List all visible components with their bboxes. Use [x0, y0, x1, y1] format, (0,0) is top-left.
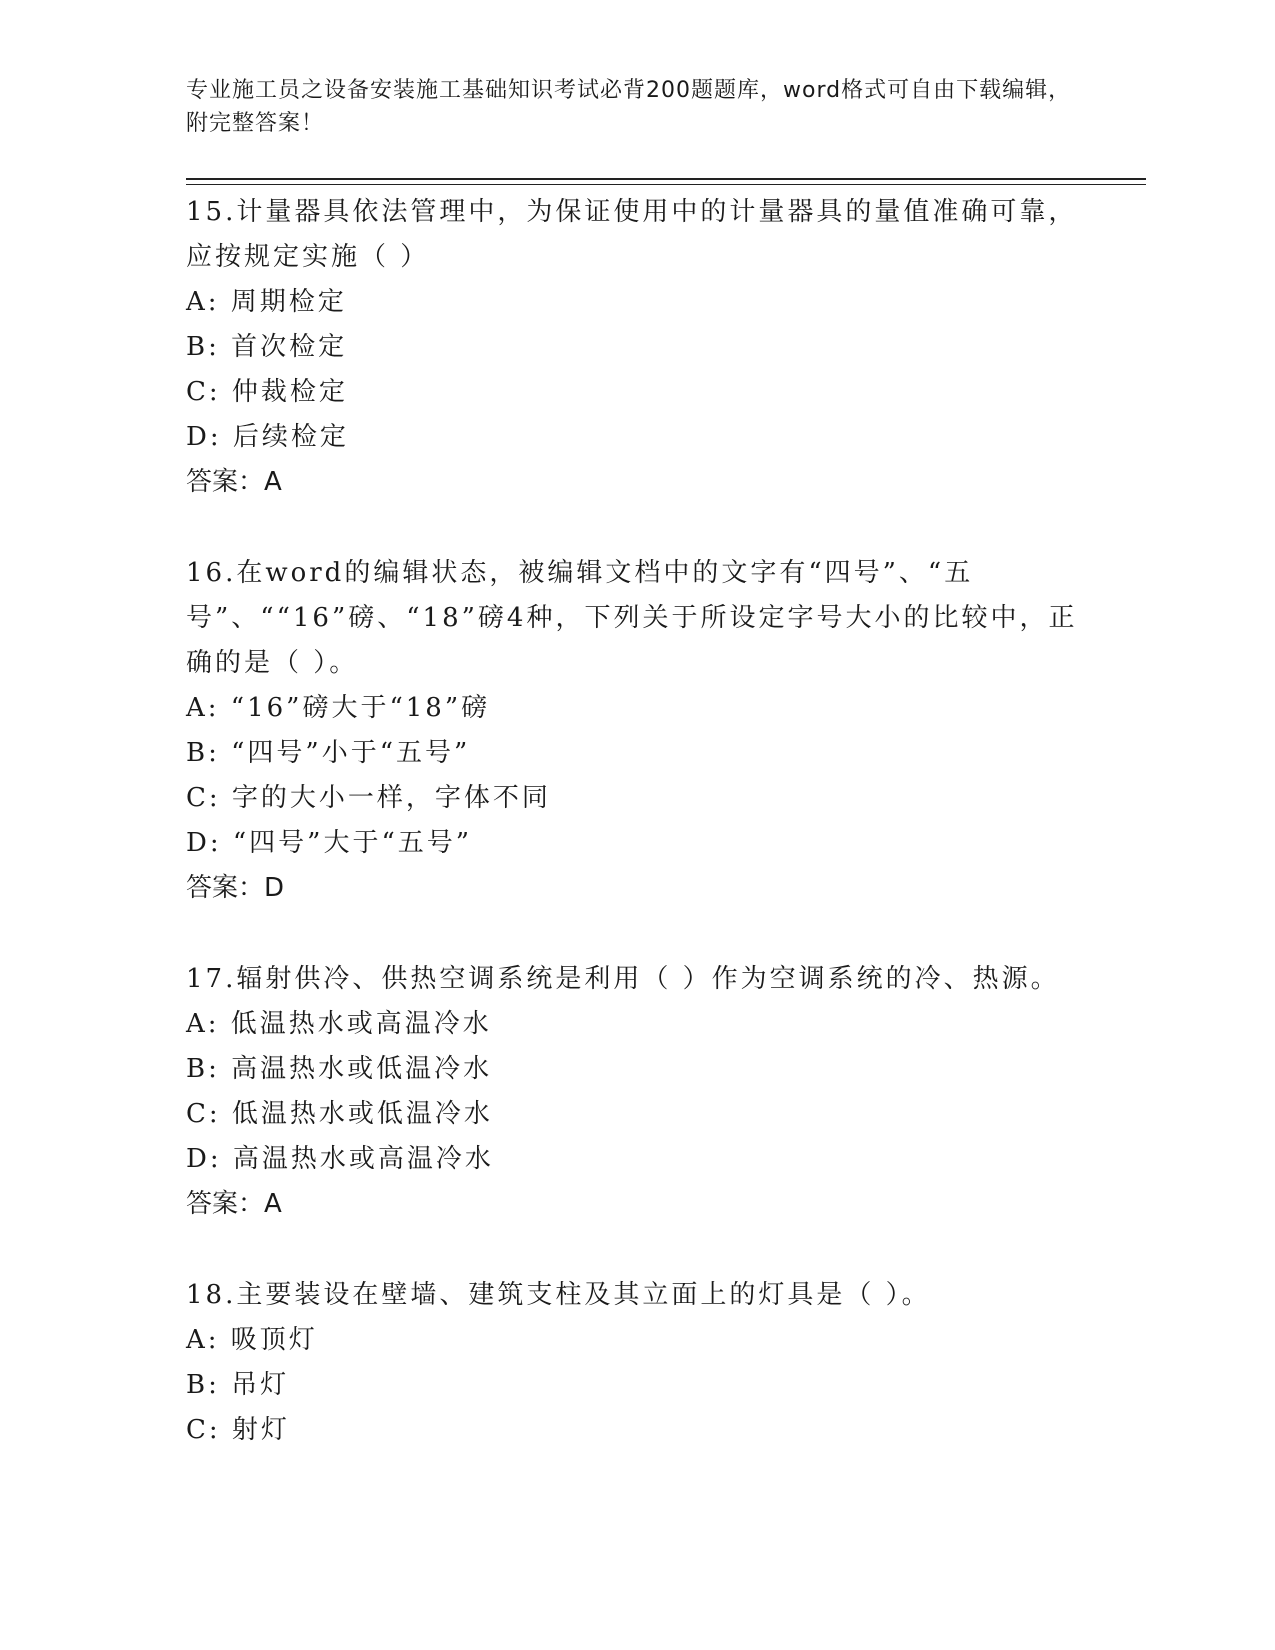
- option-c: C: 低温热水或低温冷水: [186, 1099, 493, 1129]
- document-header: 专业施工员之设备安装施工基础知识考试必背200题题库，word格式可自由下载编辑，附完整答案！: [186, 78, 1072, 136]
- option-a: A: 低温热水或高温冷水: [186, 1009, 492, 1039]
- option-b: B: 首次检定: [186, 332, 348, 362]
- option-b: B: 吊灯: [186, 1370, 290, 1400]
- option-b: B: 高温热水或低温冷水: [186, 1054, 493, 1084]
- question-18: [186, 1273, 1086, 1453]
- question-list: [186, 190, 1086, 1499]
- option-d: D: 后续检定: [186, 422, 349, 452]
- question-16: [186, 551, 1086, 911]
- option-a: A: 周期检定: [186, 287, 347, 317]
- option-a: A: 吸顶灯: [186, 1325, 318, 1355]
- option-d: D: 高温热水或高温冷水: [186, 1144, 494, 1174]
- document-page: [186, 0, 1146, 1650]
- answer: 答案：A: [186, 1189, 282, 1219]
- header-divider-thick: [186, 178, 1146, 180]
- option-c: C: 射灯: [186, 1415, 290, 1445]
- option-a: A: “16”磅大于“18”磅: [186, 693, 491, 723]
- option-b: B: “四号”小于“五号”: [186, 738, 471, 768]
- option-d: D: “四号”大于“五号”: [186, 828, 473, 858]
- question-text: 18.主要装设在壁墙、建筑支柱及其立面上的灯具是（ ）。: [186, 1280, 931, 1310]
- question-text: 16.在word的编辑状态，被编辑文档中的文字有“四号”、“五号”、““16”磅、“18”磅4种，下列关于所设定字号大小的比较中，正确的是（ ）。: [186, 558, 1078, 678]
- option-c: C: 字的大小一样，字体不同: [186, 783, 551, 813]
- question-text: 17.辐射供冷、供热空调系统是利用（ ）作为空调系统的冷、热源。: [186, 964, 1060, 994]
- answer: 答案：A: [186, 467, 282, 497]
- answer: 答案：D: [186, 873, 285, 903]
- option-c: C: 仲裁检定: [186, 377, 348, 407]
- header-divider-thin: [186, 184, 1146, 185]
- question-text: 15.计量器具依法管理中，为保证使用中的计量器具的量值准确可靠，应按规定实施（ ）: [186, 197, 1078, 272]
- question-15: [186, 190, 1086, 505]
- question-17: [186, 957, 1086, 1227]
